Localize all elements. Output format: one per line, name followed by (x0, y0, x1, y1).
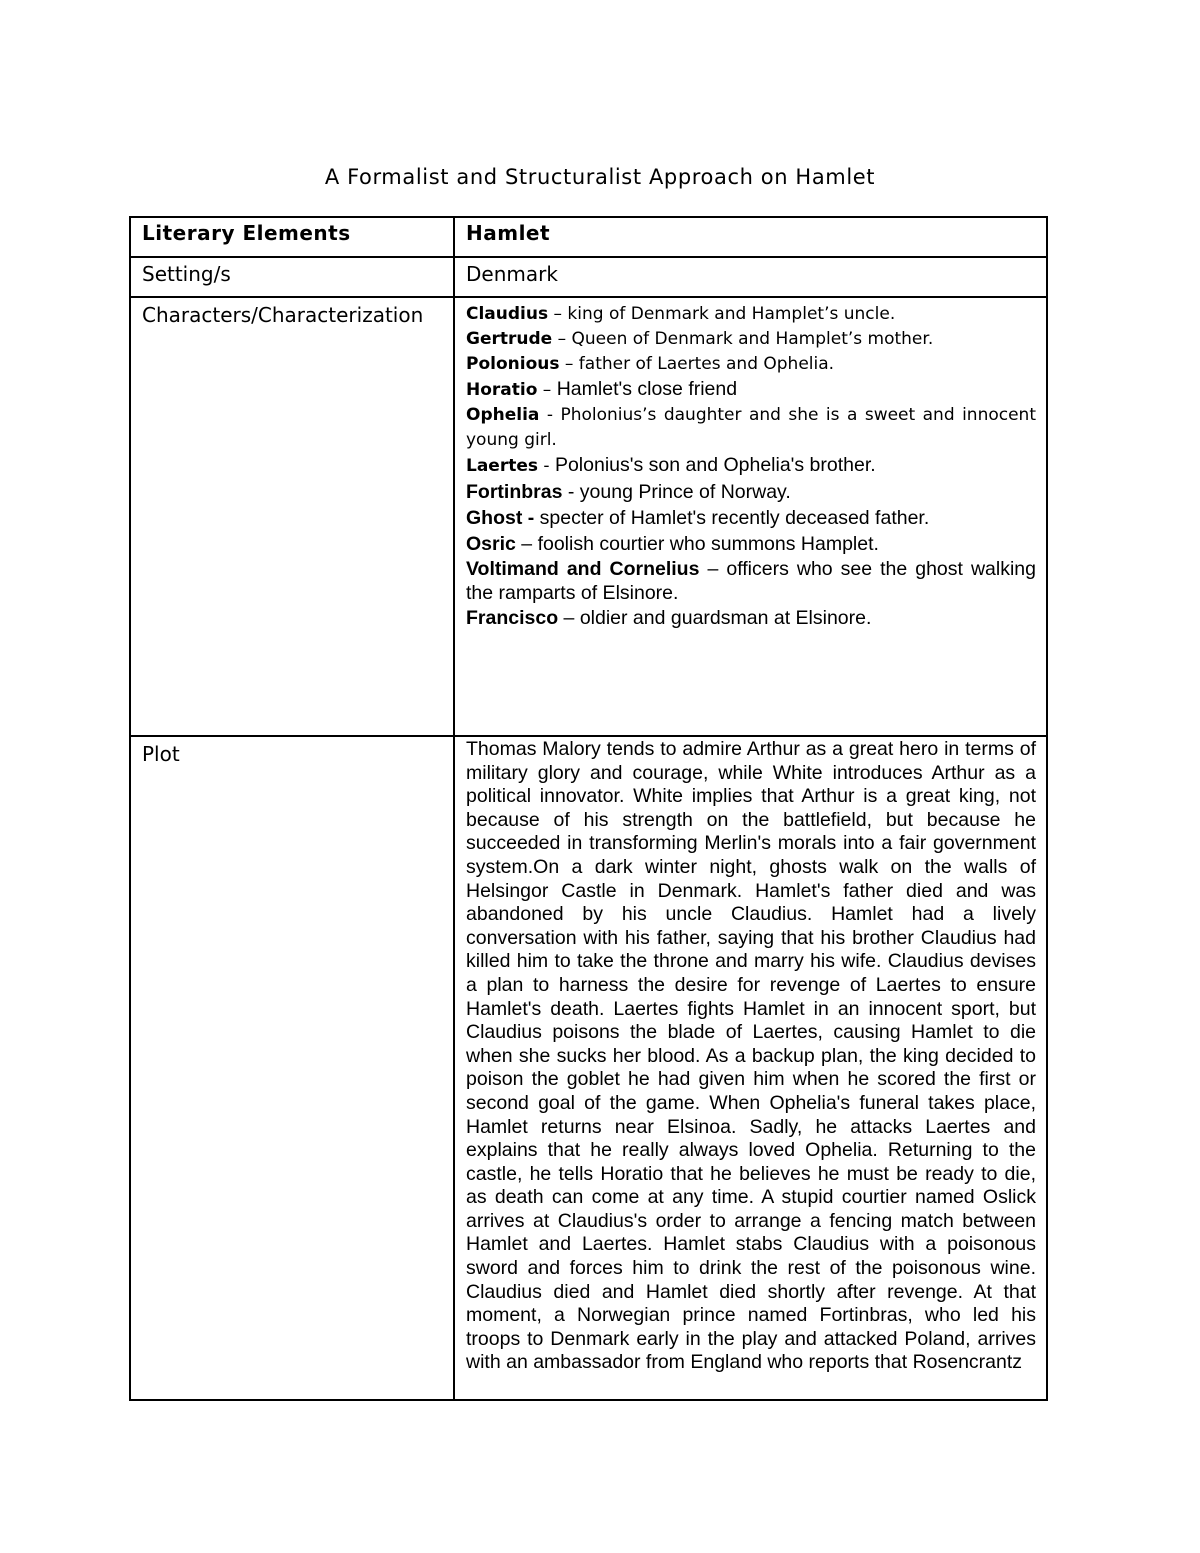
character-entry: Polonious – father of Laertes and Ophelia. (466, 354, 835, 374)
characters-cell (454, 297, 1047, 736)
table-row-plot (130, 736, 1047, 1400)
table-row-characters (130, 297, 1047, 736)
table-row-setting (130, 257, 1047, 297)
character-entry: Francisco – oldier and guardsman at Elsinore. (466, 607, 872, 629)
document-title: A Formalist and Structuralist Approach on Hamlet (324, 165, 876, 189)
character-entry: Fortinbras - young Prince of Norway. (466, 481, 791, 503)
character-entry: Voltimand and Cornelius – officers who see the ghost walking the ramparts of Elsinore. (466, 558, 1036, 604)
plot-label: Plot (130, 736, 454, 1400)
character-entry: Ophelia - Pholonius’s daughter and she is a sweet and innocent young girl. (466, 405, 1036, 450)
character-list (455, 298, 1046, 631)
setting-value: Denmark (454, 257, 1047, 297)
characters-label: Characters/Characterization (130, 297, 454, 736)
character-entry: Laertes - Polonius's son and Ophelia's brother. (466, 454, 876, 476)
character-entry: Osric – foolish courtier who summons Hamplet. (466, 533, 879, 555)
character-entry: Gertrude – Queen of Denmark and Hamplet’s mother. (466, 329, 934, 349)
header-cell-hamlet: Hamlet (454, 217, 1047, 257)
plot-text: Thomas Malory tends to admire Arthur as a great hero in terms of military glory and courage, while White introduces Arthur as a political innovator. White implies that Arthur is a great king, not because of his strength on the battlefield, but because he succeeded in transforming Merlin's morals into a fair government system.On a dark winter night, ghosts walk on the walls of Helsingor Castle in Denmark. Hamlet's father died and was abandoned by his uncle Claudius. Hamlet had a lively conversation with his father, saying that his brother Claudius had killed him to take the throne and marry his wife. Claudius devises a plan to harness the desire for revenge of Laertes to ensure Hamlet's death. Laertes fights Hamlet in an innocent sport, but Claudius poisons the blade of Laertes, causing Hamlet to die when she sucks her blood. As a backup plan, the king decided to poison the goblet he had given him when he scored the first or second goal of the game. When Ophelia's funeral takes place, Hamlet returns near Elsinoa. Sadly, he attacks Laertes and explains that he really always loved Ophelia. Returning to the castle, he tells Horatio that he believes he must be ready to die, as death can come at any time. A stupid courtier named Oslick arrives at Claudius's order to arrange a fencing match between Hamlet and Laertes. Hamlet stabs Claudius with a poisonous sword and forces him to drink the rest of the poisonous wine. Claudius died and Hamlet died shortly after revenge. At that moment, a Norwegian prince named Fortinbras, who led his troops to Denmark early in the play and attacked Poland, arrives with an ambassador from England who reports that Rosencrantz (466, 738, 1036, 1374)
plot-cell (454, 736, 1047, 1400)
character-entry: Ghost - specter of Hamlet's recently deceased father. (466, 507, 930, 529)
table-header-row (130, 217, 1047, 257)
character-entry: Horatio – Hamlet's close friend (466, 378, 738, 400)
literary-elements-table (129, 216, 1048, 1401)
header-cell-literary-elements: Literary Elements (130, 217, 454, 257)
character-entry: Claudius – king of Denmark and Hamplet’s uncle. (466, 304, 896, 324)
setting-label: Setting/s (130, 257, 454, 297)
